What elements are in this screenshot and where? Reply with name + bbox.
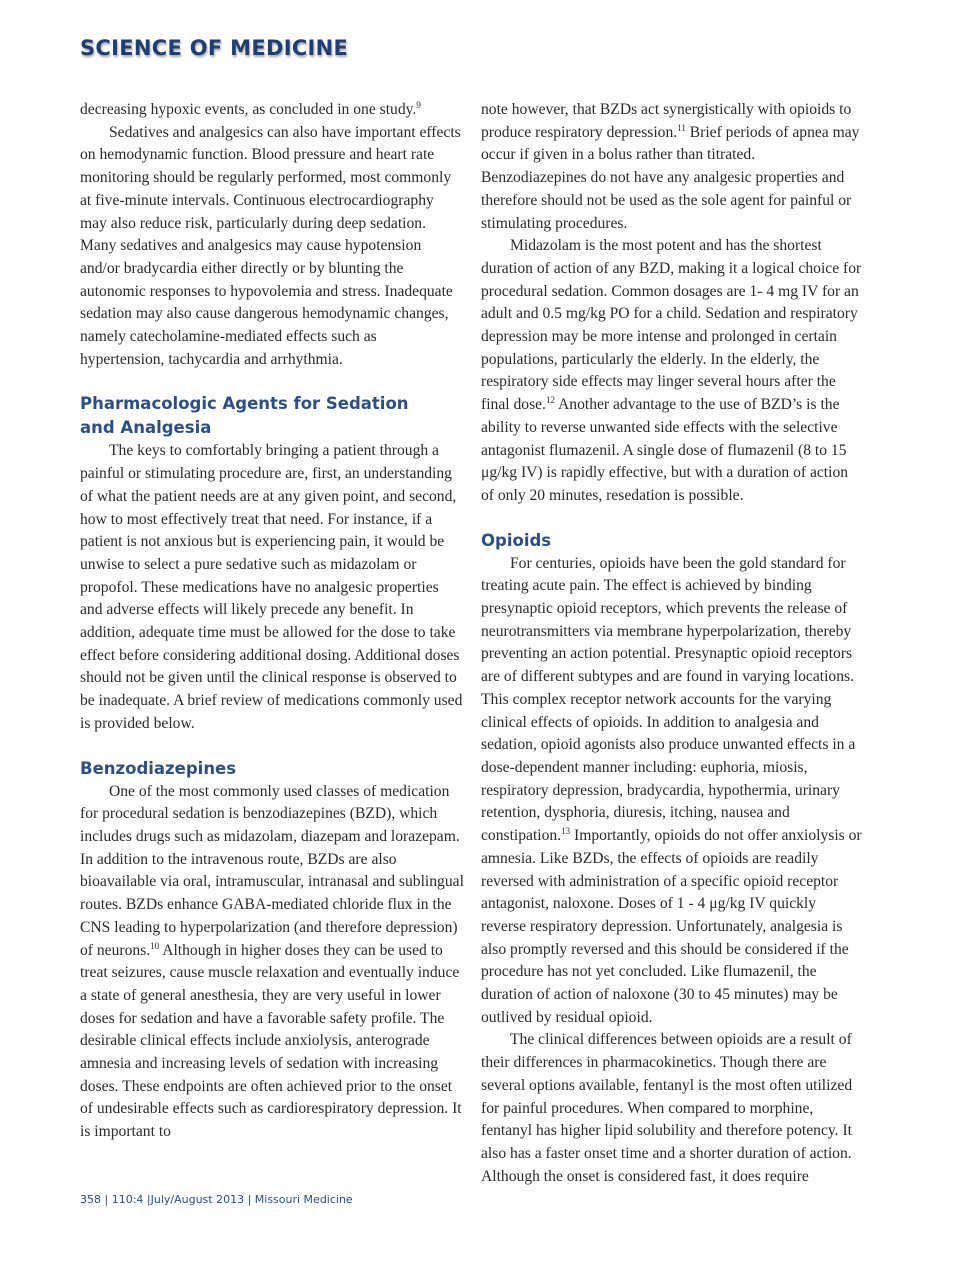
- paragraph-opioid-differences: The clinical differences between opioids are a result of their differences in pharmacokinetics. Though there are several options available, fentanyl is the most often utilized for painful procedures. When compared to morphine, fentanyl has higher lipid solubility and therefore potency. It also has a faster onset time and a shorter duration of action. Although the onset is considered fast, it does require: [481, 1031, 853, 1185]
- paragraph-continuation: decreasing hypoxic events, as concluded in one study.$^9$: [80, 99, 421, 118]
- reference-10: 10: [150, 940, 160, 951]
- paragraph-benzodiazepines: One of the most commonly used classes of medication for procedural sedation is benzodiazepines (BZD), which includes drugs such as midazolam, diazepam and lorazepam. In addition to the intravenous route, BZDs are also bioavailable via oral, intramuscular, intranasal and sublingual routes. BZDs enhance GABA-mediated chloride flux in the CNS leading to hyperpolarization (and therefore depression) of neurons.$^{10}$ Although in higher doses they can be used to treat seizures, cause muscle relaxation and eventually induce a state of general anesthesia, they are very useful in lower doses for sedation and have a favorable safety profile. The desirable clinical effects include anxiolysis, anterograde amnesia and increasing levels of sedation with increasing doses. These endpoints are often achieved prior to the onset of undesirable effects such as cardiorespiratory depression. It is important to: [80, 782, 464, 1141]
- paragraph-opioids: For centuries, opioids have been the gold standard for treating acute pain. The effect is achieved by binding presynaptic opioid receptors, which prevents the release of neurotransmitters via membrane hyperpolarization, thereby preventing an action potential. Presynaptic opioid receptors are of different subtypes and are found in varying locations. This complex receptor network accounts for the varying clinical effects of opioids. In addition to analgesia and sedation, opioid agonists also produce unwanted effects in a dose-dependent manner including: euphoria, miosis, respiratory depression, bradycardia, hypothermia, urinary retention, dysphoria, diuresis, itching, nausea and constipation.$^{13}$ Importantly, opioids do not offer anxiolysis or amnesia. Like BZDs, the effects of opioids are readily reversed with administration of a specific opioid receptor antagonist, naloxone. Doses of 1 - 4 μg/kg IV quickly reverse respiratory depression. Unfortunately, analgesia is also promptly reversed and this should be considered if the procedure has not yet concluded. Like flumazenil, the duration of action of naloxone (30 to 45 minutes) may be outlived by residual opioid.: [481, 554, 862, 1026]
- running-header: SCIENCE OF MEDICINE: [80, 36, 349, 60]
- heading-benzodiazepines: Benzodiazepines: [80, 758, 237, 778]
- paragraph-pharmacologic: The keys to comfortably bringing a patient through a painful or stimulating procedure are, first, an understanding of what the patient needs are at any given point, and second, how to most effectively treat that need. For instance, if a patient is not anxious but is experiencing pain, it would be unwise to select a pure sedative such as midazolam or propofol. These medications have no analgesic properties and adverse effects will likely precede any benefit. In addition, adequate time must be allowed for the dose to take effect before considering additional dosing. Additional doses should not be given until the clinical response is observed to be inadequate. A brief review of medications commonly used is provided below.: [80, 442, 463, 732]
- left-column: [80, 99, 464, 1144]
- right-column: [481, 99, 863, 1188]
- paragraph-hemodynamic: Sedatives and analgesics can also have important effects on hemodynamic function. Blood pressure and heart rate monitoring should be regularly performed, most commonly at five-minute intervals. Continuous electrocardiography may also reduce risk, particularly during deep sedation. Many sedatives and analgesics may cause hypotension and/or bradycardia either directly or by blunting the autonomic responses to hypovolemia and stress. Inadequate sedation may also cause dangerous hemodynamic changes, namely catecholamine-mediated effects such as hypertension, tachycardia and arrhythmia.: [80, 123, 461, 368]
- page-footer: 358 | 110:4 |July/August 2013 | Missouri Medicine: [80, 1193, 353, 1206]
- paragraph-midazolam: Midazolam is the most potent and has the shortest duration of action of any BZD, making it a logical choice for procedural sedation. Common dosages are 1- 4 mg IV for an adult and 0.5 mg/kg PO for a child. Sedation and respiratory depression may be more intense and prolonged in certain populations, particularly the elderly. In the elderly, the respiratory side effects may linger several hours after the final dose.$^{12}$ Another advantage to the use of BZD’s is the ability to reverse unwanted side effects with the selective antagonist flumazenil. A single dose of flumazenil (8 to 15 μg/kg IV) is rapidly effective, but with a duration of action of only 20 minutes, resedation is possible.: [481, 237, 862, 504]
- heading-opioids: Opioids: [481, 530, 552, 550]
- paragraph-bzd-continuation: note however, that BZDs act synergistically with opioids to produce respiratory depression.$^{11}$ Brief periods of apnea may occur if given in a bolus rather than titrated. Benzodiazepines do not have any analgesic properties and therefore should not be used as the sole agent for painful or stimulating procedures.: [481, 101, 860, 232]
- heading-pharmacologic-agents: Pharmacologic Agents for Sedation and Analgesia: [80, 394, 409, 438]
- reference-11: 11: [677, 122, 686, 133]
- reference-12: 12: [545, 394, 555, 405]
- reference-13: 13: [561, 825, 571, 836]
- reference-9: 9: [416, 99, 421, 110]
